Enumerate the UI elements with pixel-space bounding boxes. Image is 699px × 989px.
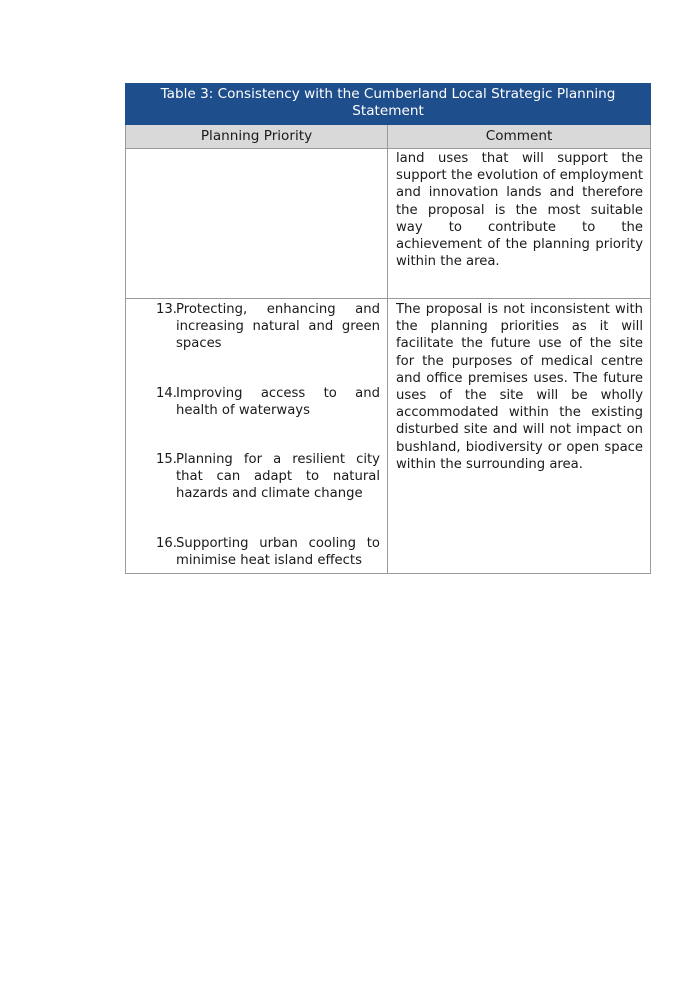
priority-text: Improving access to and health of waterways	[176, 385, 380, 418]
list-item	[126, 301, 380, 353]
table-row	[126, 299, 651, 574]
priority-list	[126, 299, 387, 569]
header-planning-priority: Planning Priority	[126, 125, 388, 149]
list-item	[126, 451, 380, 503]
priority-number: 15.	[156, 452, 177, 468]
comment-cell: land uses that will support the support the evolution of employment and innovation lands and therefore the proposal is the most suitable way to contribute to the achievement of the planning priority within the area.	[388, 149, 651, 299]
comment-cell: The proposal is not inconsistent with the planning priorities as it will facilitate the future use of the site for the purposes of medical centre and office premises uses. The future uses of the site will be wholly accommodated within the existing disturbed site and will not impact on bushland, biodiversity or open space within the surrounding area.	[388, 299, 651, 574]
list-item	[126, 385, 380, 419]
header-comment: Comment	[388, 125, 651, 149]
table-title: Table 3: Consistency with the Cumberland Local Strategic Planning Statement	[126, 84, 651, 125]
priority-number: 14.	[156, 385, 177, 401]
table-row	[126, 149, 651, 299]
priority-number: 16.	[156, 535, 177, 551]
priority-cell	[126, 149, 388, 299]
consistency-table	[125, 83, 651, 574]
list-item	[126, 535, 380, 569]
priority-text: Supporting urban cooling to minimise heat island effects	[176, 535, 380, 568]
priority-cell	[126, 299, 388, 574]
priority-text: Protecting, enhancing and increasing natural and green spaces	[176, 302, 380, 352]
priority-number: 13.	[156, 302, 177, 317]
priority-text: Planning for a resilient city that can adapt to natural hazards and climate change	[176, 452, 380, 502]
